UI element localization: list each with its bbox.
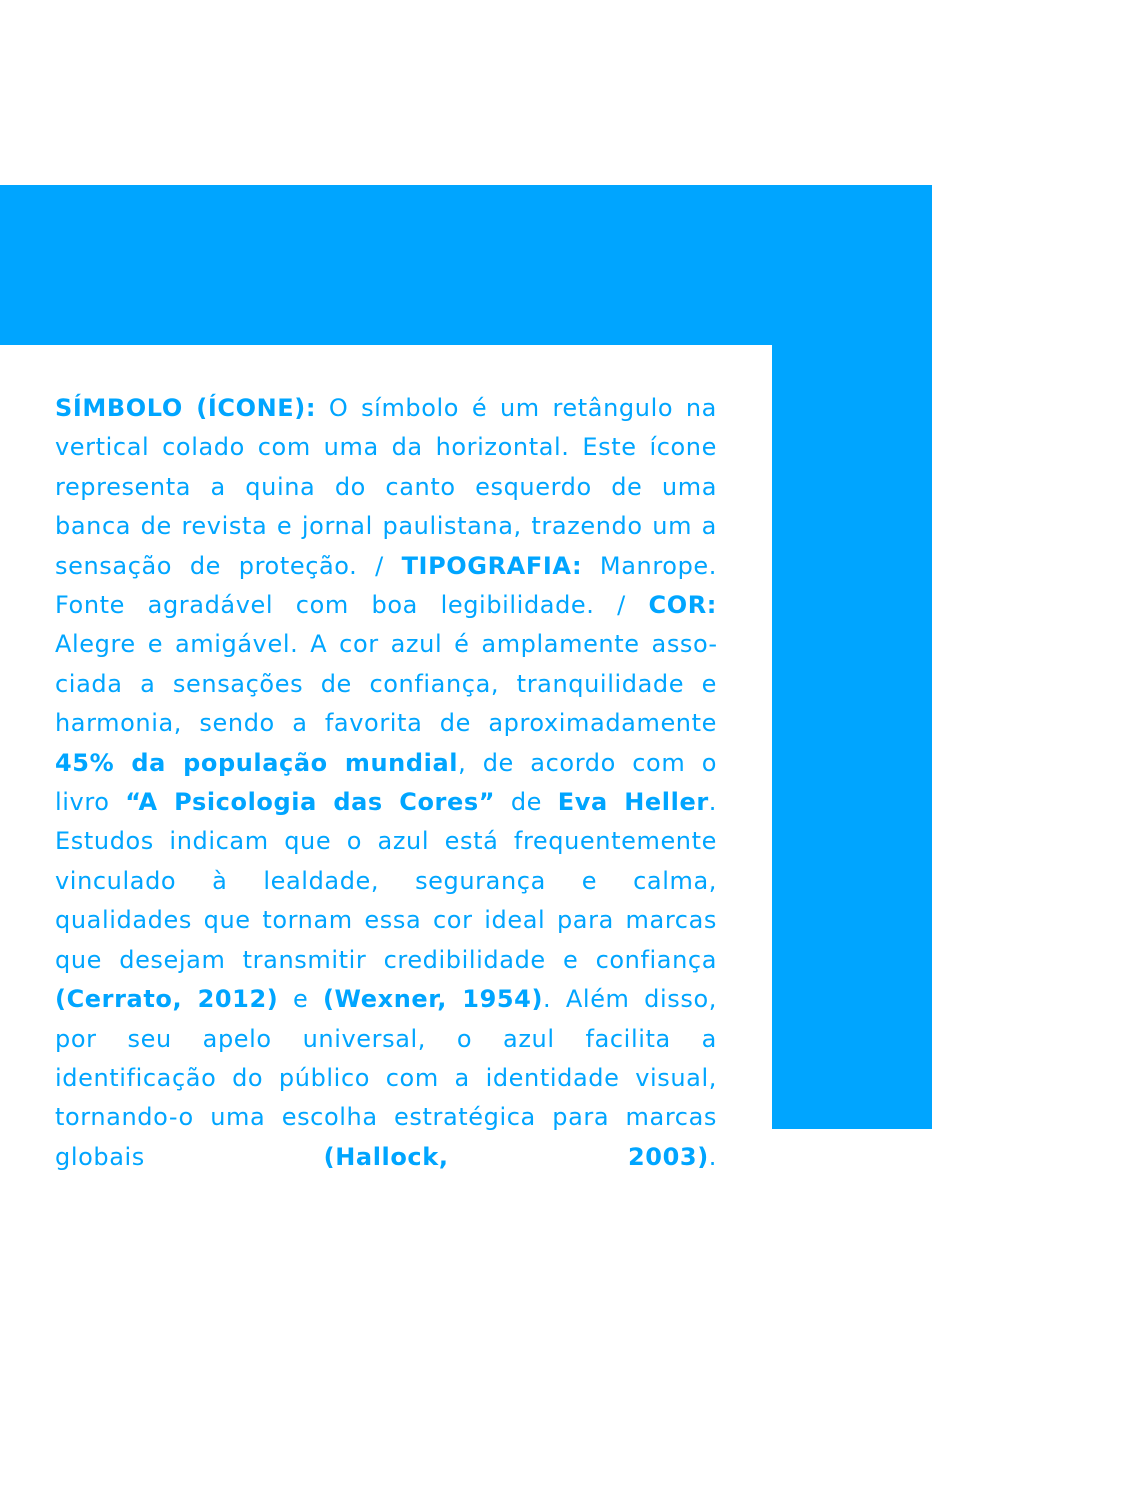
simbolo-label: SÍMBOLO (ÍCONE):: [55, 394, 317, 422]
cor-text: Alegre e amigável. A cor azul é amplamente associada a sensações de confiança, tranquilidade e harmonia, sendo a favorita de aproximadamente: [55, 630, 717, 738]
cor-text: . Além disso, por seu apelo universal, o azul facilita a identificação do público com a identidade visual, tornando-o uma escolha estratégica para marcas globais: [55, 985, 717, 1171]
cor-label: COR:: [648, 591, 717, 620]
reference-hallock: (Hallock, 2003): [323, 1142, 709, 1171]
brand-symbol-vertical-bar: [772, 185, 932, 1129]
cor-text: . Estudos indicam que o azul está frequentemente vinculado à lealdade, segurança e calma, qualidades que tornam essa cor ideal para marcas que desejam transmitir credibilidade e confiança: [55, 788, 717, 974]
tipografia-text: Manrope. Fonte agradável com boa legibilidade. /: [55, 551, 717, 620]
tipografia-label: TIPOGRAFIA:: [401, 551, 583, 580]
percent-highlight: 45% da população mundial: [55, 748, 459, 777]
cor-text: , de acordo com o livro: [55, 748, 717, 817]
book-title: “A Psicologia das Cores”: [125, 788, 496, 817]
reference-wexner: (Wexner, 1954): [322, 985, 544, 1014]
cor-text: e: [278, 985, 323, 1014]
author-name: Eva Heller: [557, 788, 709, 817]
reference-cerrato: (Cerrato, 2012): [55, 985, 279, 1014]
brand-description-paragraph: [55, 389, 717, 1177]
cor-text: de: [495, 788, 558, 817]
simbolo-text: O símbolo é um retângulo na vertical colado com uma da horizontal. Este ícone representa a quina do canto esquerdo de uma banca de revista e jornal paulistana, trazendo um a sensação de proteção. /: [55, 394, 717, 580]
cor-text: .: [708, 1142, 717, 1171]
